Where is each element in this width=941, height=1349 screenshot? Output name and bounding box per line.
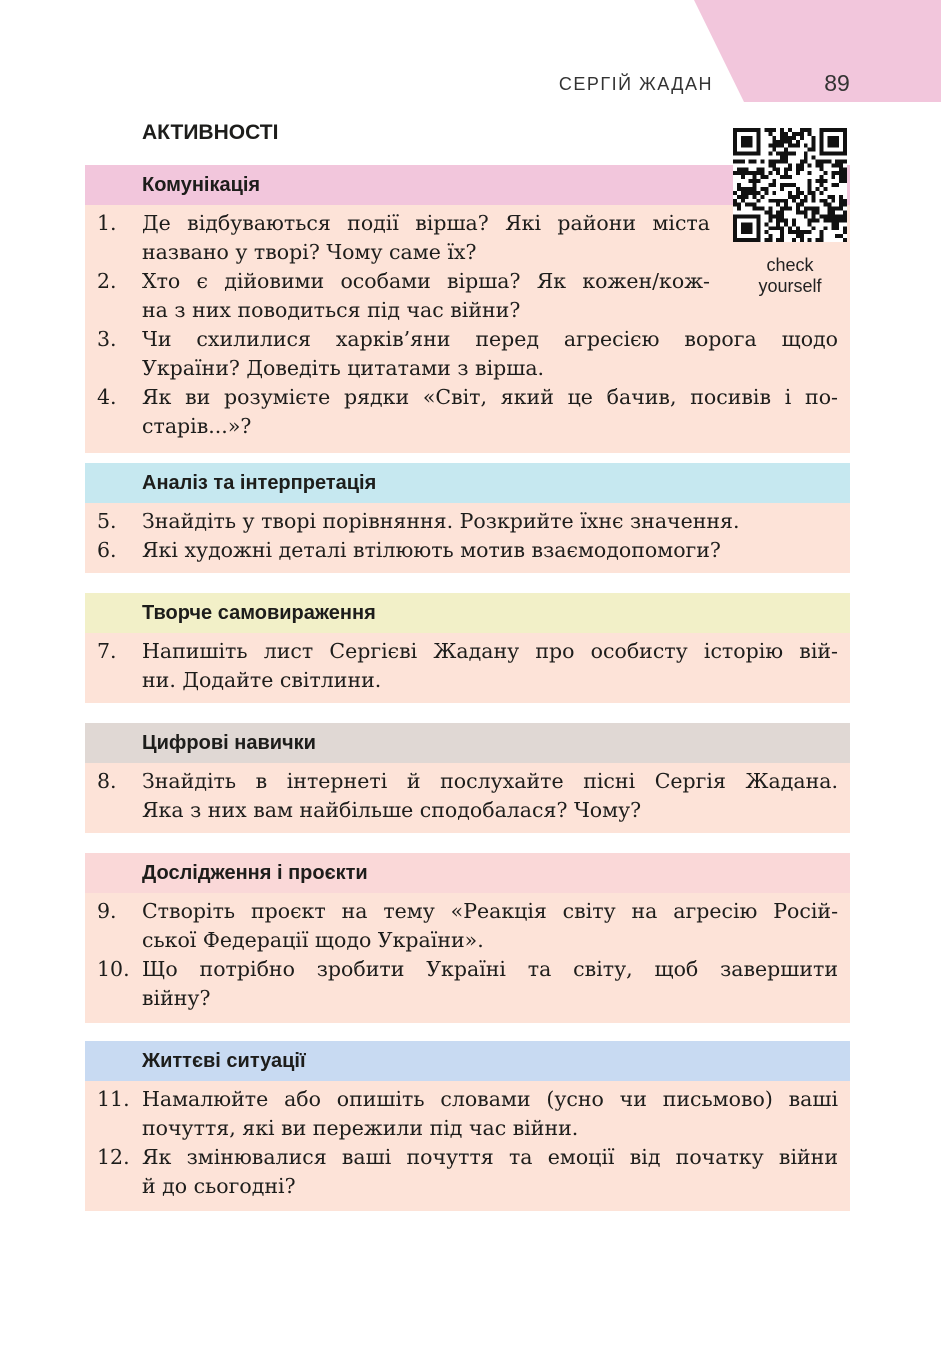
question-item <box>85 1143 850 1201</box>
question-number: 2. <box>97 269 117 293</box>
page-title: АКТИВНОСТІ <box>142 121 279 144</box>
question-number: 11. <box>97 1087 130 1111</box>
running-head-author: СЕРГІЙ ЖАДАН <box>558 74 713 94</box>
question-item <box>85 325 850 383</box>
question-number: 4. <box>97 385 117 409</box>
question-line: Створіть проєкт на тему «Реакція світу на агресію Росій- <box>142 899 838 923</box>
qr-code[interactable] <box>733 128 847 242</box>
question-number: 3. <box>97 327 117 351</box>
question-line: на з них поводиться під час війни? <box>142 298 521 322</box>
question-item <box>85 897 850 955</box>
question-line: Де відбуваються події вірша? Які райони міста <box>142 211 710 235</box>
question-line: Що потрібно зробити Україні та світу, щоб завершити <box>142 957 838 981</box>
question-line: війну? <box>142 986 211 1010</box>
question-line: Які художні деталі втілюють мотив взаємодопомоги? <box>142 538 721 562</box>
question-line: Знайдіть у творі порівняння. Розкрийте їхнє значення. <box>142 509 740 533</box>
section-header: Творче самовираження <box>85 593 850 633</box>
question-number: 8. <box>97 769 117 793</box>
question-number: 10. <box>97 957 130 981</box>
section-creative <box>85 593 850 703</box>
question-line: Як змінювалися ваші почуття та емоції від початку війни <box>142 1145 838 1169</box>
question-number: 7. <box>97 639 117 663</box>
question-line: Знайдіть в інтернеті й послухайте пісні Сергія Жадана. <box>142 769 838 793</box>
question-line: почуття, які ви пережили під час війни. <box>142 1116 579 1140</box>
question-item <box>85 536 850 565</box>
question-line: Намалюйте або опишіть словами (усно чи письмово) ваші <box>142 1087 838 1111</box>
question-line: Яка з них вам найбільше сподобалася? Чому? <box>142 798 642 822</box>
qr-caption-line1: check <box>766 255 814 275</box>
section-research <box>85 853 850 1023</box>
section-header: Аналіз та інтерпретація <box>85 463 850 503</box>
question-line: ської Федерації щодо України». <box>142 928 484 952</box>
question-number: 5. <box>97 509 117 533</box>
question-line: ни. Додайте світлини. <box>142 668 382 692</box>
question-line: старів...»? <box>142 414 252 438</box>
page-number: 89 <box>824 70 850 96</box>
question-line: названо у творі? Чому саме їх? <box>142 240 477 264</box>
section-header: Цифрові навички <box>85 723 850 763</box>
question-line: й до сьогодні? <box>142 1174 296 1198</box>
question-line: Хто є дійовими особами вірша? Як кожен/кож- <box>142 269 710 293</box>
question-number: 12. <box>97 1145 130 1169</box>
question-item <box>85 1085 850 1143</box>
section-analysis <box>85 463 850 573</box>
question-number: 9. <box>97 899 117 923</box>
question-line: Чи схилилися харків’яни перед агресією ворога щодо <box>142 327 838 351</box>
question-item <box>85 637 850 695</box>
question-number: 6. <box>97 538 117 562</box>
section-digital <box>85 723 850 833</box>
section-header: Дослідження і проєкти <box>85 853 850 893</box>
question-item <box>85 767 850 825</box>
question-item <box>85 955 850 1013</box>
section-header: Комунікація <box>85 165 850 205</box>
question-line: України? Доведіть цитатами з вірша. <box>142 356 545 380</box>
qr-caption <box>733 255 847 297</box>
question-item <box>85 383 850 441</box>
question-number: 1. <box>97 211 117 235</box>
question-line: Як ви розумієте рядки «Світ, який це бачив, посивів і по- <box>142 385 838 409</box>
question-item <box>85 507 850 536</box>
section-life-situations <box>85 1041 850 1211</box>
qr-caption-line2: yourself <box>758 276 822 296</box>
question-line: Напишіть лист Сергієві Жадану про особисту історію вій- <box>142 639 838 663</box>
section-header: Життєві ситуації <box>85 1041 850 1081</box>
